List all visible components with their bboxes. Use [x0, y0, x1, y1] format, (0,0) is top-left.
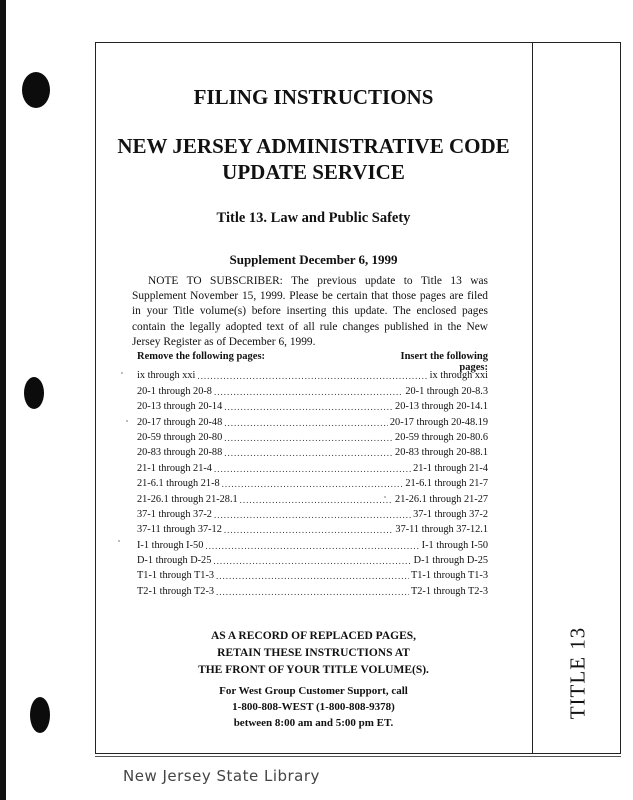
- punch-hole-bottom: [30, 697, 50, 733]
- table-row: [137, 581, 488, 596]
- spine-label-text: TITLE 13: [565, 626, 590, 720]
- remove-range: 20-59 through 20-80: [137, 431, 223, 443]
- table-row: [137, 535, 488, 550]
- insert-range: 20-13 through 20-14.1: [395, 401, 488, 413]
- insert-range: T2-1 through T2-3: [410, 585, 488, 597]
- subscriber-note: [132, 274, 488, 350]
- leader-dots: [222, 479, 404, 489]
- table-row: [137, 551, 488, 566]
- insert-range: I-1 through I-50: [421, 539, 488, 551]
- remove-range: 21-1 through 21-4: [137, 462, 212, 474]
- remove-range: 21-26.1 through 21-28.1: [137, 493, 238, 505]
- remove-range: 37-1 through 37-2: [137, 508, 212, 520]
- insert-range: 37-11 through 37-12.1: [395, 524, 488, 536]
- leader-dots: [214, 387, 403, 397]
- page-replacement-table: [137, 366, 488, 597]
- insert-range: 21-6.1 through 21-7: [405, 478, 488, 490]
- table-row: [137, 474, 488, 489]
- filing-instructions-heading: FILING INSTRUCTIONS: [193, 85, 434, 109]
- leader-dots: [214, 510, 411, 520]
- leader-dots: [205, 541, 419, 551]
- remove-range: 20-83 through 20-88: [137, 447, 223, 459]
- remove-range: 20-13 through 20-14: [137, 401, 223, 413]
- remove-range: 21-6.1 through 21-8: [137, 478, 220, 490]
- record-notice: [95, 628, 532, 679]
- remove-range: 20-17 through 20-48: [137, 416, 223, 428]
- table-row: [137, 458, 488, 473]
- leader-dots: [224, 525, 394, 535]
- insert-range: D-1 through D-25: [413, 555, 488, 567]
- leader-dots: [224, 433, 393, 443]
- insert-range: 20-83 through 20-88.1: [395, 447, 488, 459]
- title-heading: Title 13. Law and Public Safety: [216, 210, 411, 226]
- bottom-rule: [95, 756, 621, 757]
- table-row: [137, 489, 488, 504]
- scan-speck: [118, 540, 120, 542]
- leader-dots: [213, 556, 411, 566]
- supplement-date: Supplement December 6, 1999: [229, 252, 398, 267]
- remove-range: 37-11 through 37-12: [137, 524, 222, 536]
- leader-dots: [216, 587, 409, 597]
- code-heading-line1: NEW JERSEY ADMINISTRATIVE CODE: [117, 134, 510, 158]
- insert-range: 20-17 through 20-48.19: [389, 416, 488, 428]
- scan-speck: [126, 420, 128, 422]
- tab-divider-line: [532, 42, 533, 754]
- record-notice-line3: THE FRONT OF YOUR TITLE VOLUME(S).: [198, 664, 429, 676]
- leader-dots: [214, 464, 411, 474]
- leader-dots: [197, 371, 427, 381]
- remove-range: 20-1 through 20-8: [137, 385, 212, 397]
- scan-speck: [384, 496, 386, 498]
- insert-range: 21-26.1 through 21-27: [395, 493, 488, 505]
- remove-range: T1-1 through T1-3: [137, 570, 215, 582]
- record-notice-line2: RETAIN THESE INSTRUCTIONS AT: [217, 647, 410, 659]
- insert-range: 37-1 through 37-2: [413, 508, 488, 520]
- punch-hole-middle: [24, 377, 44, 409]
- table-row: [137, 428, 488, 443]
- insert-range: 20-1 through 20-8.3: [405, 385, 488, 397]
- code-heading-line2: UPDATE SERVICE: [222, 160, 405, 184]
- remove-range: T2-1 through T2-3: [137, 585, 215, 597]
- leader-dots: [216, 571, 409, 581]
- support-phone: 1-800-808-WEST (1-800-808-9378): [232, 701, 395, 713]
- insert-range: 20-59 through 20-80.6: [395, 431, 488, 443]
- table-row: [137, 397, 488, 412]
- insert-pages-header: Insert the following pages:: [400, 351, 488, 373]
- insert-range: 21-1 through 21-4: [413, 462, 488, 474]
- binder-edge: [0, 0, 6, 800]
- table-row: [137, 505, 488, 520]
- remove-range: D-1 through D-25: [137, 555, 212, 567]
- leader-dots: [224, 418, 388, 428]
- table-row: [137, 381, 488, 396]
- leader-dots: [224, 402, 393, 412]
- insert-range: ix through xxi: [429, 370, 488, 382]
- insert-range: T1-1 through T1-3: [410, 570, 488, 582]
- library-stamp: New Jersey State Library: [123, 767, 320, 785]
- punch-hole-top: [22, 72, 50, 108]
- record-notice-line1: AS A RECORD OF REPLACED PAGES,: [210, 630, 417, 642]
- remove-pages-header: Remove the following pages:: [137, 351, 266, 362]
- remove-range: ix through xxi: [137, 370, 196, 382]
- scan-speck: [121, 372, 123, 374]
- table-row: [137, 412, 488, 427]
- spine-tab: [535, 623, 621, 723]
- table-row: [137, 443, 488, 458]
- table-row: [137, 520, 488, 535]
- customer-support: [95, 683, 532, 731]
- subscriber-note-text: NOTE TO SUBSCRIBER: The previous update to Title 13 was Supplement November 15, 1999. Please be certain that those pages are filed in your Title volume(s) before inserting this update. The enclosed pages contain the legally adopted text of all rule changes published in the New Jersey Register as of December 6, 1999.: [132, 275, 488, 348]
- support-hours: between 8:00 am and 5:00 pm ET.: [233, 717, 394, 729]
- remove-range: I-1 through I-50: [137, 539, 204, 551]
- support-line1: For West Group Customer Support, call: [219, 685, 408, 697]
- table-row: [137, 366, 488, 381]
- table-row: [137, 566, 488, 581]
- leader-dots: [240, 495, 393, 505]
- leader-dots: [224, 448, 393, 458]
